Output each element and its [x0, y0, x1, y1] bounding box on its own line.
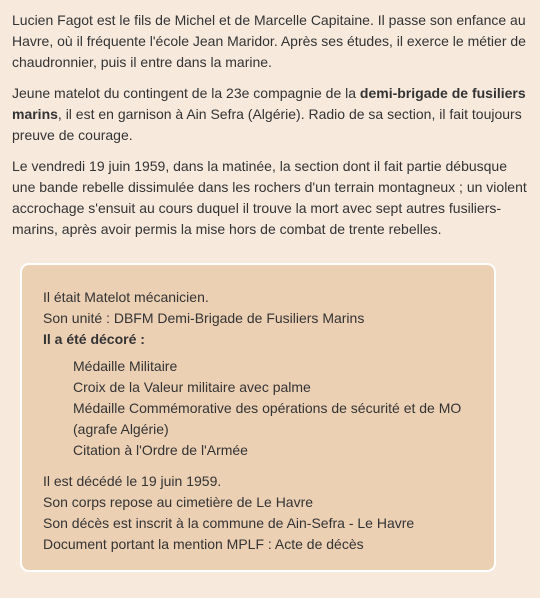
unit-line: Son unité : DBFM Demi-Brigade de Fusiliers Marins	[43, 310, 365, 326]
medal-item: Citation à l'Ordre de l'Armée	[73, 442, 248, 458]
bio-paragraph-2-start: Jeune matelot du contingent de la 23e compagnie de la	[12, 85, 360, 101]
medals-list	[73, 356, 474, 461]
bio-paragraph-1: Lucien Fagot est le fils de Michel et de Marcelle Capitaine. Il passe son enfance au Havre, où il fréquente l'école Jean Maridor. Après ses études, il exerce le métier de chaudronnier, puis il entre dans la marine.	[12, 12, 526, 70]
bio-paragraph-2-end: , il est en garnison à Ain Sefra (Algérie). Radio de sa section, il fait toujours preuve de courage.	[12, 106, 522, 143]
document-line: Document portant la mention MPLF : Acte de décès	[43, 536, 364, 552]
rank-line: Il était Matelot mécanicien.	[43, 289, 209, 305]
death-details	[43, 471, 474, 555]
unit-bold-text: demi-brigade de fusiliers marins	[12, 85, 526, 122]
medal-item: Médaille Commémorative des opérations de sécurité et de MO (agrafe Algérie)	[73, 400, 462, 437]
death-date-line: Il est décédé le 19 juin 1959.	[43, 473, 222, 489]
burial-line: Son corps repose au cimetière de Le Havre	[43, 494, 314, 510]
registered-line: Son décès est inscrit à la commune de Ain-Sefra - Le Havre	[43, 515, 415, 531]
bio-paragraph-3: Le vendredi 19 juin 1959, dans la matinée, la section dont il fait partie débusque une bande rebelle dissimulée dans les rochers d'un terrain montagneux ; un violent accrochage s'ensuit au cours duquel il trouve la mort avec sept autres fusiliers-marins, après avoir permis la mise hors de combat de trente rebelles.	[12, 158, 527, 237]
medal-item: Médaille Militaire	[73, 358, 178, 374]
decorations-heading: Il a été décoré :	[43, 331, 145, 347]
bio-paragraph-2	[12, 83, 528, 146]
medal-item: Croix de la Valeur militaire avec palme	[73, 379, 311, 395]
service-record-box	[20, 263, 496, 572]
